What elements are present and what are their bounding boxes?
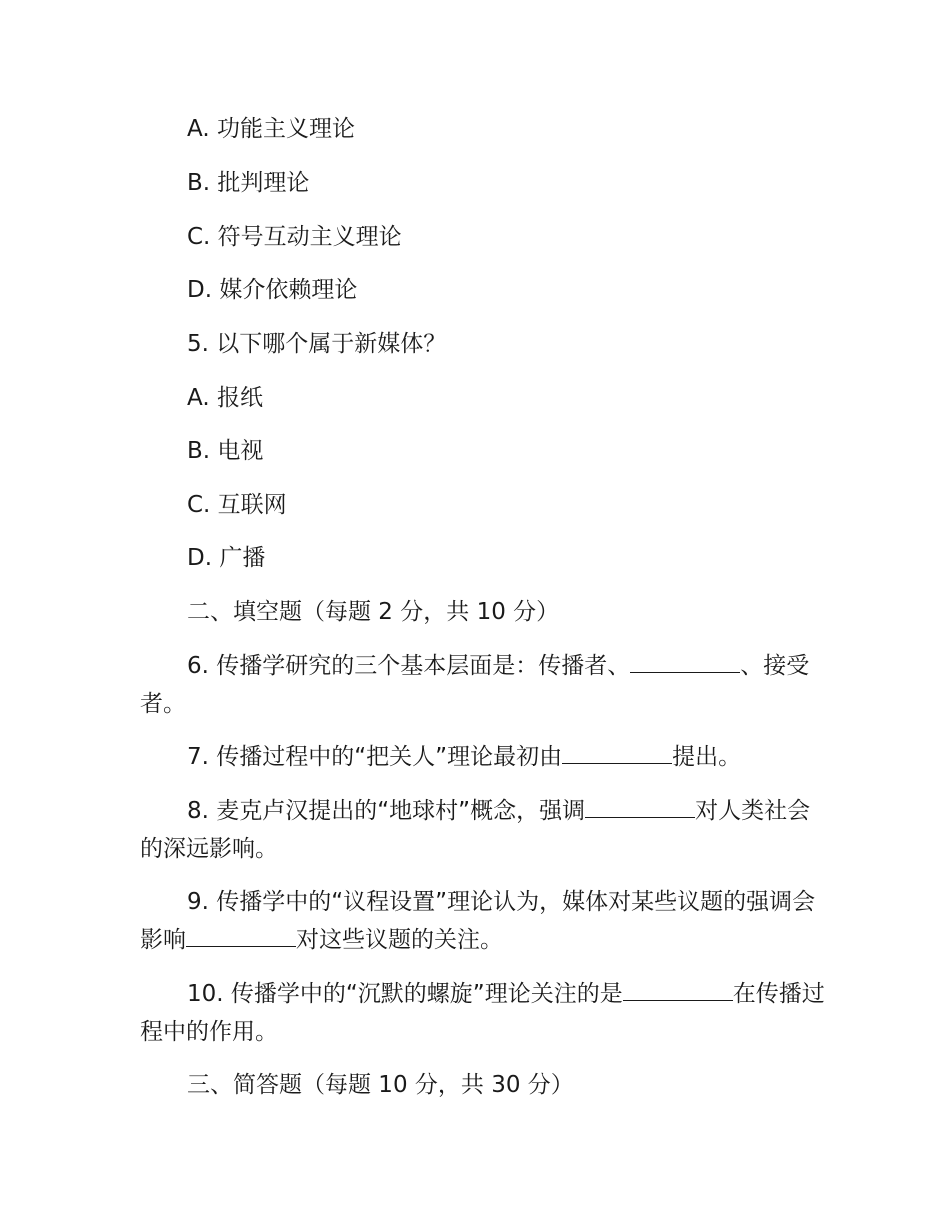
q6-text-after: 、接受者。 xyxy=(140,653,810,717)
q8-text-before: 8. 麦克卢汉提出的“地球村”概念，强调 xyxy=(187,798,586,824)
q9-answer-blank xyxy=(186,924,296,947)
fill-in-question-10 xyxy=(140,975,830,1051)
q10-text-after: 在传播过程中的作用。 xyxy=(140,981,825,1045)
q8-text-after: 对人类社会的深远影响。 xyxy=(140,798,811,862)
q4-option-a: A. 功能主义理论 xyxy=(187,116,355,142)
fill-in-question-9 xyxy=(140,883,830,959)
q4-option-d: D. 媒介依赖理论 xyxy=(187,277,358,303)
q10-answer-blank xyxy=(623,978,733,1001)
fill-in-question-7 xyxy=(140,738,830,776)
section-3-heading: 三、简答题（每题 10 分，共 30 分） xyxy=(187,1072,574,1098)
section-2-heading: 二、填空题（每题 2 分，共 10 分） xyxy=(187,599,560,625)
q7-answer-blank xyxy=(562,741,672,764)
q7-text-before: 7. 传播过程中的“把关人”理论最初由 xyxy=(187,744,563,770)
q5-option-a: A. 报纸 xyxy=(187,385,263,411)
q8-answer-blank xyxy=(585,795,695,818)
fill-in-question-8 xyxy=(140,792,830,868)
q5-option-b: B. 电视 xyxy=(187,438,264,464)
q4-option-b: B. 批判理论 xyxy=(187,170,310,196)
q9-text-before: 9. 传播学中的“议程设置”理论认为，媒体对某些议题的强调会影响 xyxy=(140,889,816,953)
q10-text-before: 10. 传播学中的“沉默的螺旋”理论关注的是 xyxy=(187,981,623,1007)
q5-option-d: D. 广播 xyxy=(187,545,266,571)
fill-in-question-6 xyxy=(140,647,830,723)
q7-text-after: 提出。 xyxy=(672,744,742,770)
q6-text-before: 6. 传播学研究的三个基本层面是：传播者、 xyxy=(187,653,631,679)
q6-answer-blank xyxy=(630,650,740,673)
q9-text-after: 对这些议题的关注。 xyxy=(296,927,503,953)
q5-question: 5. 以下哪个属于新媒体？ xyxy=(187,331,447,357)
q5-option-c: C. 互联网 xyxy=(187,492,287,518)
q4-option-c: C. 符号互动主义理论 xyxy=(187,224,402,250)
